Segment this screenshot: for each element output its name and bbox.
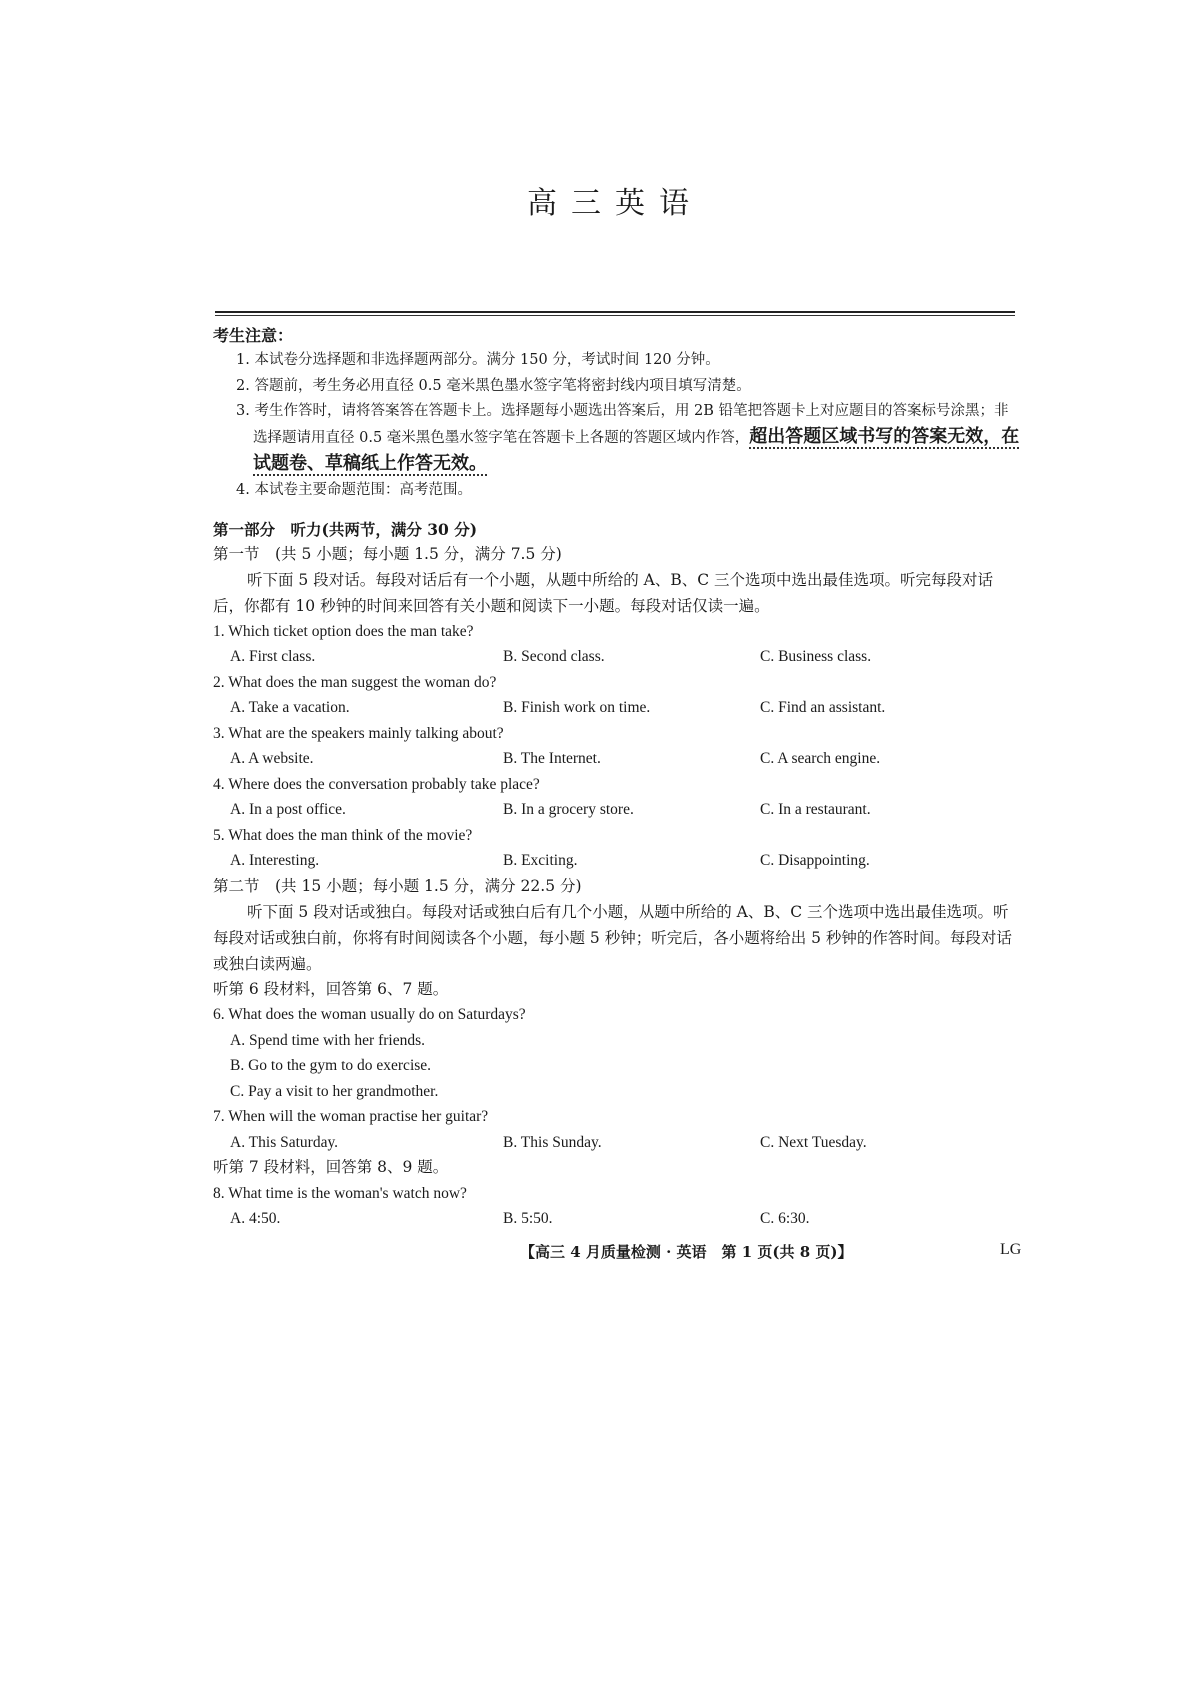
- notice-item-2: 2. 答题前，考生务必用直径 0.5 毫米黑色墨水签字笔将密封线内项目填写清楚。: [236, 377, 751, 394]
- notice-item-4: 4. 本试卷主要命题范围：高考范围。: [236, 482, 472, 498]
- question-text: 7. When will the woman practise her guitar?: [213, 1108, 489, 1125]
- footer-code: LG: [1000, 1241, 1022, 1258]
- option-b: B. Go to the gym to do exercise.: [230, 1057, 432, 1074]
- notice-item-1: 1. 本试卷分选择题和非选择题两部分。满分 150 分，考试时间 120 分钟。: [236, 352, 720, 368]
- notice-heading: 考生注意：: [213, 326, 294, 345]
- option-c: C. 6:30.: [760, 1210, 810, 1227]
- option-a: A. Interesting.: [230, 852, 320, 869]
- question-text: 8. What time is the woman's watch now?: [213, 1184, 467, 1202]
- question-text: 5. What does the man think of the movie?: [213, 826, 473, 844]
- question-4: [213, 772, 1023, 823]
- option-b: B. Finish work on time.: [503, 699, 651, 716]
- option-b: B. In a grocery store.: [503, 801, 634, 818]
- part1-heading: 第一部分 听力(共两节，满分 30 分): [213, 519, 478, 539]
- question-options: [213, 848, 1023, 874]
- section2-instructions: 听下面 5 段对话或独白。每段对话或独白后有几个小题，从题中所给的 A、B、C 三个选项中选出最佳选项。听每段对话或独白前，你将有时间阅读各个小题，每小题 5 秒钟；听完后，各小题将给出 5 秒钟的作答时间。每段对话或独白读两遍。: [213, 902, 1012, 973]
- option-b: B. Exciting.: [503, 852, 578, 869]
- option-a: A. 4:50.: [230, 1210, 281, 1227]
- section1-heading: 第一节 (共 5 小题；每小题 1.5 分，满分 7.5 分): [213, 544, 562, 563]
- question-text: 4. Where does the conversation probably take place?: [213, 775, 540, 793]
- listen-material-7: 听第 7 段材料，回答第 8、9 题。: [213, 1158, 449, 1176]
- question-options: [213, 1130, 1023, 1156]
- option-b: B. The Internet.: [503, 750, 601, 767]
- option-b: B. Second class.: [503, 648, 605, 665]
- option-c: C. Pay a visit to her grandmother.: [230, 1082, 439, 1100]
- question-1: [213, 619, 1023, 670]
- option-a: A. In a post office.: [230, 801, 346, 818]
- question-text: 3. What are the speakers mainly talking about?: [213, 724, 504, 742]
- section2-heading: 第二节 (共 15 小题；每小题 1.5 分，满分 22.5 分): [213, 876, 582, 895]
- section1-instructions: 听下面 5 段对话。每段对话后有一个小题，从题中所给的 A、B、C 三个选项中选出最佳选项。听完每段对话后，你都有 10 秒钟的时间来回答有关小题和阅读下一小题。每段对话仅读一遍。: [213, 570, 994, 615]
- question-options: [213, 644, 1023, 670]
- option-b: B. This Sunday.: [503, 1133, 602, 1151]
- footer-page-info: 【高三 4 月质量检测 · 英语 第 1 页(共 8 页)】: [520, 1243, 853, 1261]
- question-text: 1. Which ticket option does the man take?: [213, 622, 474, 640]
- question-7: [213, 1104, 1023, 1155]
- question-5: [213, 823, 1023, 874]
- option-c: C. Disappointing.: [760, 852, 870, 869]
- notice-item-3: [213, 399, 1023, 478]
- page-title: 高三英语: [527, 186, 703, 221]
- header-rule-thick: [215, 311, 1015, 313]
- question-options: [213, 746, 1023, 772]
- question-options: [213, 797, 1023, 823]
- option-c: C. In a restaurant.: [760, 801, 871, 818]
- option-c: C. Business class.: [760, 648, 872, 665]
- question-2: [213, 670, 1023, 721]
- question-options: [213, 695, 1023, 721]
- notice-item-3-text: 3. 考生作答时，请将答案答在答题卡上。选择题每小题选出答案后，用 2B 铅笔把答题卡上对应题目的答案标号涂黑；非选择题请用直径 0.5 毫米黑色墨水签字笔在答题卡上各题的答题区域内作答，: [236, 403, 1009, 446]
- listen-material-6: 听第 6 段材料，回答第 6、7 题。: [213, 979, 449, 998]
- notice-emphasis: 超出答题区域书写的答案无效，在试题卷、草稿纸上作答无效。: [253, 426, 1020, 474]
- question-3: [213, 721, 1023, 772]
- option-b: B. 5:50.: [503, 1210, 553, 1227]
- question-text: 6. What does the woman usually do on Saturdays?: [213, 1006, 526, 1023]
- question-text: 2. What does the man suggest the woman do?: [213, 673, 497, 691]
- option-a: A. This Saturday.: [230, 1133, 339, 1151]
- option-c: C. A search engine.: [760, 750, 881, 767]
- option-a: A. Spend time with her friends.: [230, 1031, 426, 1049]
- option-c: C. Next Tuesday.: [760, 1133, 867, 1151]
- question-8: [213, 1181, 1023, 1232]
- header-rule-thin: [215, 315, 1015, 316]
- question-options: [213, 1206, 1023, 1232]
- option-a: A. First class.: [230, 648, 316, 665]
- option-a: A. A website.: [230, 750, 314, 767]
- option-a: A. Take a vacation.: [230, 699, 350, 716]
- option-c: C. Find an assistant.: [760, 699, 886, 716]
- exam-content: [213, 323, 1023, 1232]
- question-6: [213, 1002, 1023, 1104]
